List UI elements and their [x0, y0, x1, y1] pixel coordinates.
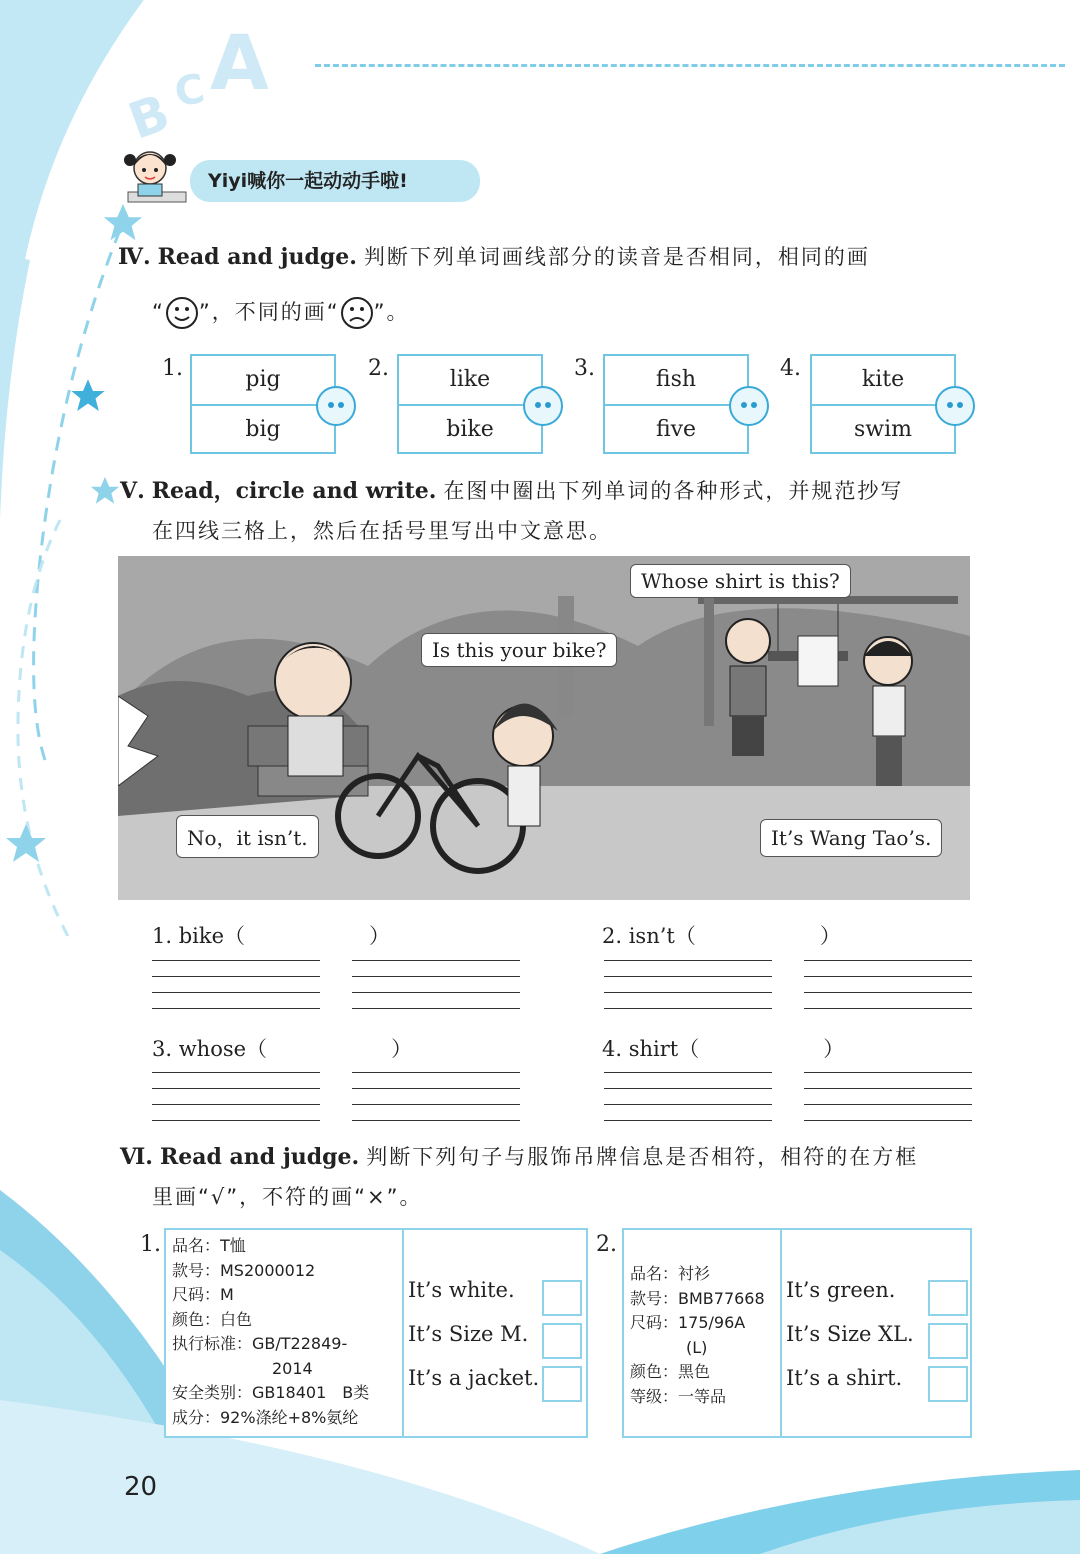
star-icon — [68, 376, 108, 416]
word-label: 1. bike（ ） — [152, 924, 391, 948]
four-line-grid[interactable] — [152, 960, 320, 1010]
word-pair-box — [397, 354, 543, 454]
word-label: 2. isn’t（ ） — [602, 924, 841, 948]
speech-bubble-wang-tao: It’s Wang Tao’s. — [760, 819, 942, 857]
speech-bubble-whose-shirt: Whose shirt is this? — [630, 564, 851, 598]
clothing-tag-1 — [164, 1228, 588, 1438]
tag-info: 品名：T恤 款号：MS2000012 尺码：M 颜色：白色 执行标准：GB/T22849- 2014 安全类别：GB18401 B类 成分：92%涤纶+8%氨纶 — [172, 1236, 370, 1427]
word-bottom: five — [655, 417, 697, 442]
word-top: like — [399, 356, 541, 406]
star-icon — [2, 820, 50, 868]
four-line-grid[interactable] — [604, 1072, 772, 1122]
word-bottom: swim — [853, 417, 913, 442]
header-dashed-line — [315, 64, 1065, 67]
answer-checkbox[interactable] — [542, 1280, 582, 1316]
section6-numeral: Ⅵ. — [120, 1144, 153, 1170]
section4-numeral: Ⅳ. — [118, 244, 151, 270]
word-top: pig — [192, 356, 334, 406]
section6-title-en: Read and judge. — [159, 1144, 360, 1170]
four-line-grid[interactable] — [152, 1072, 320, 1122]
tag-divider — [402, 1230, 404, 1436]
speech-bubble-your-bike: Is this your bike? — [421, 633, 617, 667]
answer-checkbox[interactable] — [542, 1366, 582, 1402]
statement: It’s Size XL. — [786, 1322, 914, 1346]
answer-face-icon[interactable] — [316, 386, 356, 426]
letter-b: B — [121, 83, 177, 151]
answer-checkbox[interactable] — [928, 1323, 968, 1359]
item-number: 2. — [368, 356, 389, 381]
item-number: 4. — [780, 356, 801, 381]
word-label: 3. whose（ ） — [152, 1037, 413, 1061]
section6-instruction-line2: 里画“√”，不符的画“×”。 — [152, 1185, 423, 1209]
statement: It’s Size M. — [408, 1322, 529, 1346]
tag-info: 品名：衬衫 款号：BMB77668 尺码：175/96A (L) 颜色：黑色 等级：一等品 — [630, 1264, 765, 1406]
tag-number: 1. — [140, 1232, 161, 1257]
word-pair-box — [603, 354, 749, 454]
item-number: 3. — [574, 356, 595, 381]
section5-instruction-line2: 在四线三格上，然后在括号里写出中文意思。 — [152, 519, 612, 543]
answer-face-icon[interactable] — [729, 386, 769, 426]
section5-title-en: Read，circle and write. — [151, 478, 437, 504]
four-line-grid[interactable] — [604, 960, 772, 1010]
statement: It’s green. — [786, 1278, 896, 1302]
letter-a: A — [210, 18, 269, 107]
section4-instruction-line2: “ ”，不同的画“ ”。 — [152, 296, 410, 330]
answer-face-icon[interactable] — [523, 386, 563, 426]
section5-instruction: 在图中圈出下列单词的各种形式，并规范抄写 — [443, 479, 904, 503]
word-top: kite — [812, 356, 954, 406]
girl-icon — [118, 140, 190, 210]
section6-instruction: 判断下列句子与服饰吊牌信息是否相符，相符的在方框 — [366, 1145, 919, 1169]
section6-title — [120, 1142, 990, 1173]
statement: It’s a jacket. — [408, 1366, 540, 1390]
happy-face-icon — [165, 296, 199, 330]
page-number: 20 — [124, 1472, 158, 1502]
four-line-grid[interactable] — [352, 960, 520, 1010]
sad-face-icon — [340, 296, 374, 330]
four-line-grid[interactable] — [352, 1072, 520, 1122]
section4-instruction: 判断下列单词画线部分的读音是否相同，相同的画 — [363, 245, 870, 269]
clothing-tag-2 — [622, 1228, 972, 1438]
section5-numeral: Ⅴ. — [120, 478, 145, 504]
answer-face-icon[interactable] — [935, 386, 975, 426]
tag-divider — [780, 1230, 782, 1436]
statement: It’s white. — [408, 1278, 515, 1302]
speech-bubble-no: No，it isn’t. — [176, 815, 319, 858]
section5-title — [120, 476, 990, 507]
word-pair-box — [190, 354, 336, 454]
answer-checkbox[interactable] — [928, 1280, 968, 1316]
section4-title — [118, 242, 988, 273]
tag-number: 2. — [596, 1232, 617, 1257]
four-line-grid[interactable] — [804, 960, 972, 1010]
answer-checkbox[interactable] — [542, 1323, 582, 1359]
answer-checkbox[interactable] — [928, 1366, 968, 1402]
word-bottom: bike — [446, 417, 494, 442]
park-illustration — [118, 556, 970, 900]
item-number: 1. — [162, 356, 183, 381]
section4-title-en: Read and judge. — [157, 244, 357, 270]
word-label: 4. shirt（ ） — [602, 1037, 845, 1061]
word-bottom: big — [245, 417, 281, 442]
banner: Yiyi喊你一起动动手啦! — [190, 160, 480, 202]
star-icon — [88, 474, 122, 508]
four-line-grid[interactable] — [804, 1072, 972, 1122]
statement: It’s a shirt. — [786, 1366, 903, 1390]
letter-c: C — [171, 65, 209, 117]
word-top: fish — [605, 356, 747, 406]
